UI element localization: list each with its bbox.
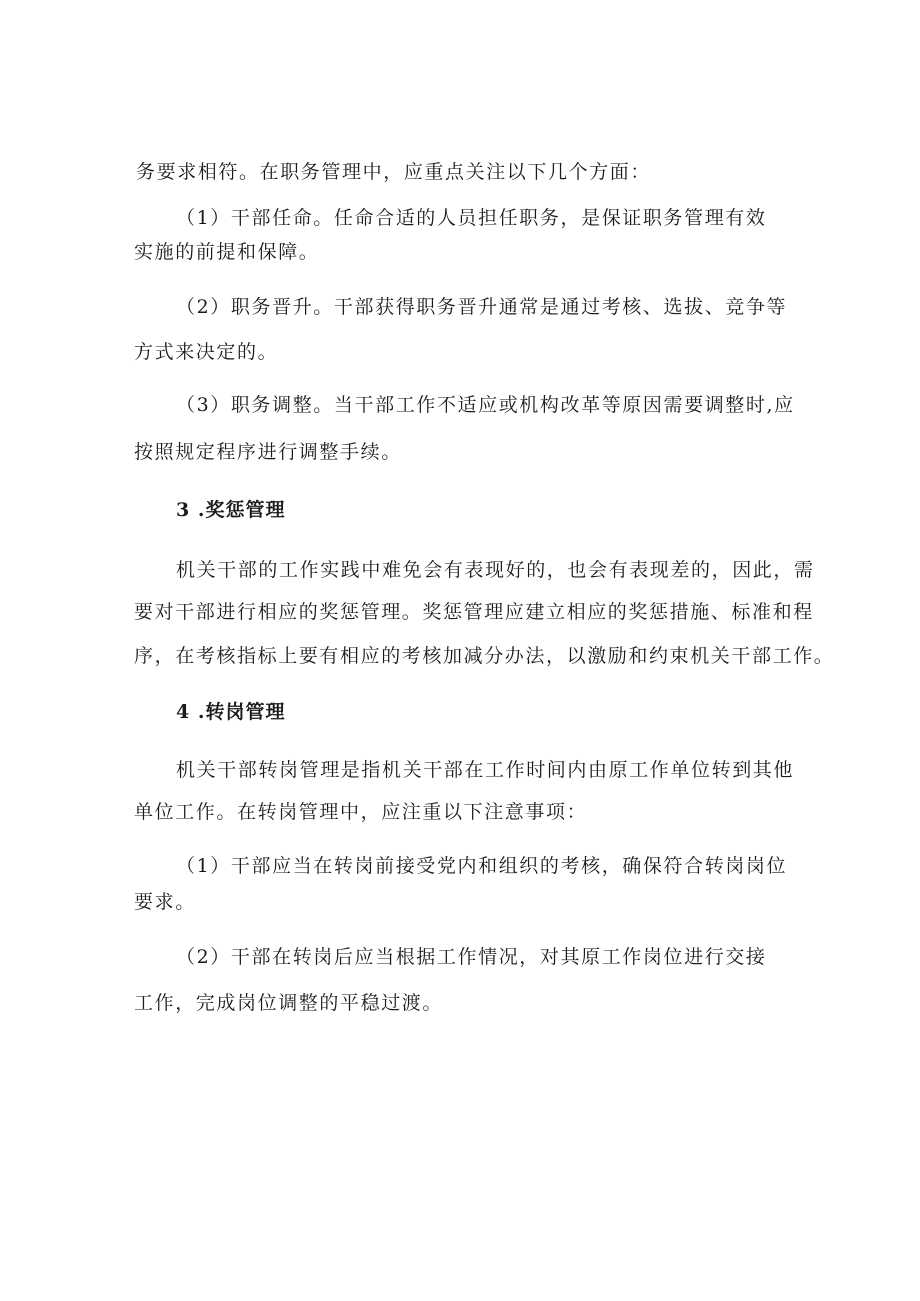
paragraph-line: 单位工作。在转岗管理中，应注重以下注意事项： <box>134 801 588 823</box>
text-line: 按照规定程序进行调整手续。 <box>134 441 402 463</box>
section-heading-rewards: 3 .奖惩管理 <box>176 499 286 521</box>
text-line: 要求。 <box>134 891 196 913</box>
paragraph-line: 机关干部的工作实践中难免会有表现好的，也会有表现差的，因此，需 <box>176 559 815 581</box>
list-item-adjustment: （3）职务调整。当干部工作不适应或机构改革等原因需要调整时,应 <box>176 394 795 416</box>
list-item-transfer-handover: （2）干部在转岗后应当根据工作情况，对其原工作岗位进行交接 <box>176 946 767 968</box>
text-line: 实施的前提和保障。 <box>134 241 320 263</box>
paragraph-line: 要对干部进行相应的奖惩管理。奖惩管理应建立相应的奖惩措施、标准和程 <box>134 601 814 623</box>
text-line: 工作，完成岗位调整的平稳过渡。 <box>134 992 444 1014</box>
paragraph-line: 序，在考核指标上要有相应的考核加减分办法，以激励和约束机关干部工作。 <box>134 645 835 667</box>
list-item-appointment: （1）干部任命。任命合适的人员担任职务，是保证职务管理有效 <box>176 207 767 229</box>
text-line: 方式来决定的。 <box>134 341 279 363</box>
paragraph-line: 机关干部转岗管理是指机关干部在工作时间内由原工作单位转到其他 <box>176 759 795 781</box>
section-heading-transfer: 4 .转岗管理 <box>176 701 286 723</box>
list-item-promotion: （2）职务晋升。干部获得职务晋升通常是通过考核、选拔、竞争等 <box>176 296 788 318</box>
text-line: 务要求相符。在职务管理中，应重点关注以下几个方面： <box>136 161 652 183</box>
list-item-transfer-review: （1）干部应当在转岗前接受党内和组织的考核，确保符合转岗岗位 <box>176 855 788 877</box>
